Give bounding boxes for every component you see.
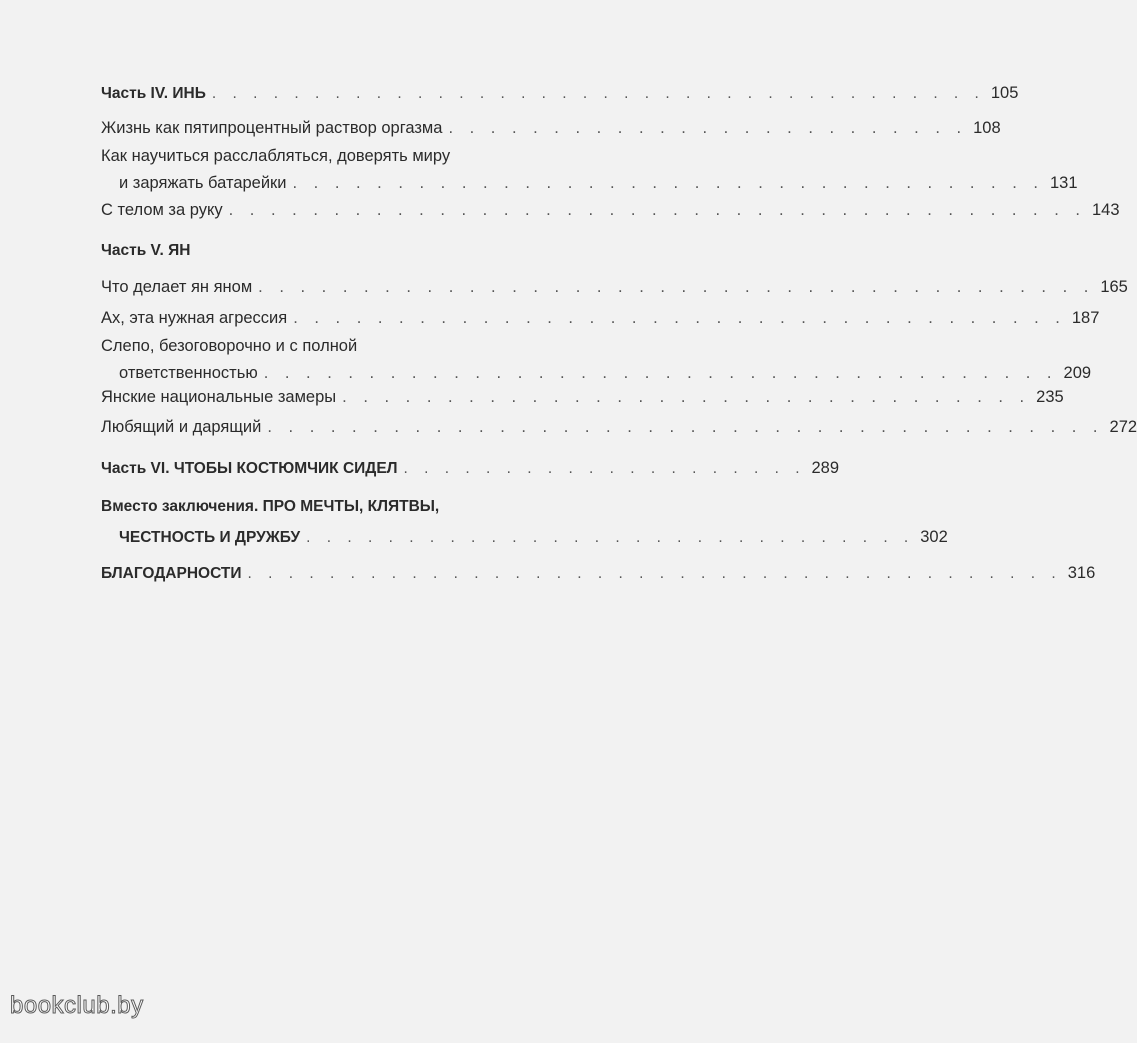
leader-dots: . . . . . . . . . . . . . . . . . . . . . . . . . . . . . . . . . . . . . . (211, 85, 985, 102)
toc-entry-title: Часть VI. ЧТОБЫ КОСТЮМЧИК СИДЕЛ (101, 460, 398, 477)
toc-entry-title: и заряжать батарейки (119, 174, 287, 192)
toc-entry-page: 289 (811, 459, 840, 477)
toc-entry-page: 108 (973, 119, 1001, 137)
leader-dots: . . . . . . . . . . . . . . . . . . . . . . . . . . . . . . . . . . . . . . . . (258, 278, 1095, 296)
toc-entry-conclusion (101, 495, 948, 549)
leader-dots: . . . . . . . . . . . . . . . . . . . . . . . . . . . . . . . . . (342, 388, 1031, 406)
leader-dots: . . . . . . . . . . . . . . . . . . . . (403, 460, 806, 477)
toc-entry-thanks (101, 562, 1096, 585)
toc-entry-title: ЧЕСТНОСТЬ И ДРУЖБУ (119, 529, 301, 546)
leader-dots: . . . . . . . . . . . . . . . . . . . . . . . . . . . . . . . . . . . . . (293, 309, 1066, 327)
leader-dots: . . . . . . . . . . . . . . . . . . . . . . . . . . . . . . (306, 529, 915, 546)
watermark: bookclub.by (10, 992, 144, 1019)
toc-entry (101, 276, 1128, 299)
toc-entry (101, 526, 948, 549)
toc-entry-title-line1: Слепо, безоговорочно и с полной (101, 337, 358, 355)
toc-entry-page: 105 (990, 84, 1019, 102)
toc-entry (101, 416, 1137, 439)
toc-entry-title: Жизнь как пятипроцентный раствор оргазма (101, 119, 443, 137)
toc-entry-page: 316 (1067, 564, 1096, 582)
toc-entry-page: 143 (1091, 201, 1120, 219)
toc-entry-title: Ах, эта нужная агрессия (101, 309, 288, 327)
toc-entry (101, 117, 1001, 140)
toc-entry-title-line1: Вместо заключения. ПРО МЕЧТЫ, КЛЯТВЫ, (101, 498, 440, 515)
toc-entry-multiline (101, 145, 1078, 195)
toc-heading-part5: Часть V. ЯН (101, 242, 191, 259)
toc-entry-page: 272 (1109, 418, 1137, 436)
leader-dots: . . . . . . . . . . . . . . . . . . . . . . . . . . . . . . . . . . . . . . . . (247, 565, 1062, 582)
toc-entry-part6 (101, 457, 840, 480)
leader-dots: . . . . . . . . . . . . . . . . . . . . . . . . . . . . . . . . . . . . . . . . . (228, 201, 1086, 219)
toc-entry-page: 302 (920, 528, 948, 546)
leader-dots: . . . . . . . . . . . . . . . . . . . . . . . . . . . . . . . . . . . . . . . . (267, 418, 1104, 436)
toc-entry-page: 165 (1100, 278, 1128, 296)
toc-entry-title: С телом за руку (101, 201, 223, 219)
toc-entry (101, 362, 1092, 385)
toc-entry (101, 386, 1064, 409)
toc-entry-page: 209 (1063, 364, 1092, 382)
toc-entry-title: ответственностью (119, 364, 258, 382)
toc-entry-title-line1: Как научиться расслабляться, доверять миру (101, 147, 451, 165)
leader-dots: . . . . . . . . . . . . . . . . . . . . . . . . . . . . . . . . . . . . (292, 174, 1044, 192)
toc-entry (101, 172, 1078, 195)
toc-entry (101, 199, 1120, 222)
toc-entry-title: Любящий и дарящий (101, 418, 262, 436)
leader-dots: . . . . . . . . . . . . . . . . . . . . . . . . . . . . . . . . . . . . . . (263, 364, 1058, 382)
toc-entry-multiline (101, 335, 1092, 385)
toc-entry-title: Что делает ян яном (101, 278, 253, 296)
toc-entry-part4 (101, 82, 1019, 105)
toc-entry-title: Янские национальные замеры (101, 388, 337, 406)
toc-entry-title: БЛАГОДАРНОСТИ (101, 565, 242, 582)
toc-entry-page: 235 (1036, 388, 1064, 406)
toc-entry-page: 131 (1049, 174, 1078, 192)
toc-entry-page: 187 (1071, 309, 1100, 327)
leader-dots: . . . . . . . . . . . . . . . . . . . . . . . . . (448, 119, 968, 137)
toc-entry (101, 307, 1100, 330)
toc-entry-title: Часть IV. ИНЬ (101, 85, 206, 102)
